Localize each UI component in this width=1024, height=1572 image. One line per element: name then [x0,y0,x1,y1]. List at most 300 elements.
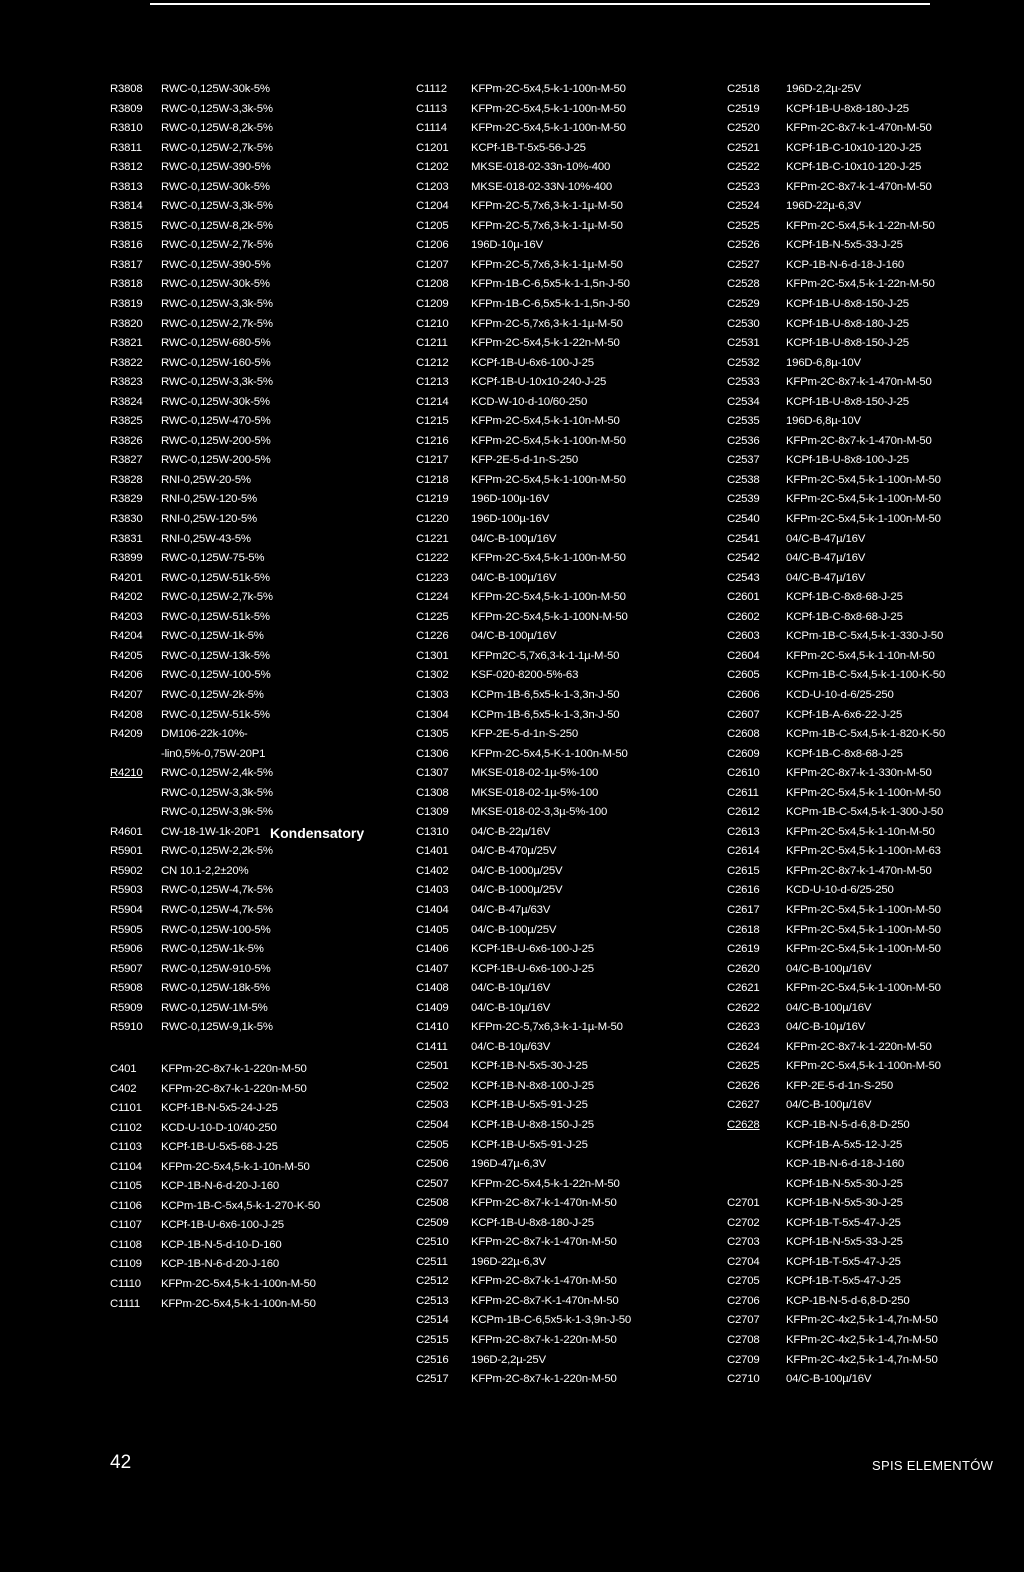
list-row [727,1253,1017,1273]
list-row [110,588,400,608]
list-row [110,940,400,960]
component-description: 04/C-B-100µ/16V [786,1373,872,1386]
list-row [110,627,400,647]
component-code: C1303 [416,688,449,701]
list-row [416,119,716,139]
list-row [727,569,1017,589]
component-description: KFPm-2C-8x7-k-1-470n-M-50 [471,1197,617,1210]
list-row [727,1292,1017,1312]
component-code: C1309 [416,806,449,819]
component-description: KFPm-2C-5,7x6,3-k-1-1µ-M-50 [471,1021,623,1034]
component-description: KFPm-2C-5x4,5-k-1-22n-M-50 [471,337,620,350]
component-code: C2620 [727,962,760,975]
component-code: C2710 [727,1373,760,1386]
component-code: C1404 [416,903,449,916]
component-code: C1409 [416,1001,449,1014]
component-description: RWC-0,125W-3,3k-5% [161,298,273,311]
list-row [110,217,400,237]
component-description: KFP-2E-5-d-1n-S-250 [471,454,578,467]
list-row [110,530,400,550]
component-description: RWC-0,125W-2,7k-5% [161,239,273,252]
component-description: KCPf-1B-C-10x10-120-J-25 [786,161,922,174]
component-description: KFPm-2C-5x4,5-k-1-100n-M-50 [786,903,941,916]
component-description: KFPm-2C-5x4,5-k-1-100N-M-50 [471,610,628,623]
component-description: RWC-0,125W-3,3k-5% [161,786,273,799]
list-row [110,510,400,530]
component-description: MKSE-018-02-1µ-5%-100 [471,786,599,799]
list-row [727,1155,1017,1175]
component-code: R4209 [110,728,143,741]
list-row [416,608,716,628]
component-code: C2529 [727,298,760,311]
component-description: RWC-0,125W-4,7k-5% [161,884,273,897]
list-row [416,295,716,315]
component-description: RWC-0,125W-2k-5% [161,688,264,701]
list-row [416,412,716,432]
component-description: KCPm-1B-C-5x4,5-k-1-820-K-50 [786,728,945,741]
list-row [727,725,1017,745]
component-code: C1104 [110,1160,142,1173]
component-description: KCP-1B-N-6-d-18-J-160 [786,258,904,271]
component-code: C2615 [727,864,760,877]
list-row [416,1292,716,1312]
component-code: C402 [110,1082,137,1095]
component-code: C2528 [727,278,760,291]
component-code: C2623 [727,1021,760,1034]
list-row [416,217,716,237]
component-description: KCD-U-10-D-10/40-250 [161,1121,277,1134]
list-row [416,1253,716,1273]
list-row [416,627,716,647]
component-description: RWC-0,125W-51k-5% [161,610,270,623]
component-code: C1226 [416,630,449,643]
list-row [110,1080,400,1100]
component-description: 04/C-B-47µ/16V [786,571,866,584]
component-code: C1224 [416,591,449,604]
list-row [416,236,716,256]
component-code: C1402 [416,864,449,877]
component-code: C1209 [416,298,449,311]
column-1 [110,80,400,1038]
list-row [416,823,716,843]
component-description: KFPm-2C-5x4,5-k-1-100n-M-50 [471,102,626,115]
component-description: KFPm-2C-5,7x6,3-k-1-1µ-M-50 [471,219,623,232]
list-row [416,1194,716,1214]
component-code: R3825 [110,415,143,428]
component-code: R3812 [110,161,143,174]
component-code: C1114 [416,122,447,135]
component-description: KFPm-2C-5x4,5-k-1-100n-M-50 [161,1278,316,1291]
component-code: C2707 [727,1314,760,1327]
component-code: C2531 [727,337,760,350]
component-code: C2705 [727,1275,760,1288]
component-code: C2527 [727,258,760,271]
list-row [416,275,716,295]
component-description: KFPm-2C-5x4,5-k-1-100n-M-50 [471,552,626,565]
list-row [727,588,1017,608]
component-description: KFPm-2C-4x2,5-k-1-4,7n-M-50 [786,1353,938,1366]
list-row [727,1351,1017,1371]
component-code: C1109 [110,1258,142,1271]
component-code: R4210 [110,767,143,780]
component-code: R5910 [110,1021,143,1034]
component-code: C1221 [416,532,449,545]
list-row [727,412,1017,432]
component-code: C1401 [416,845,449,858]
component-code: C2626 [727,1079,760,1092]
list-row [727,1214,1017,1234]
list-row [110,354,400,374]
list-row [416,432,716,452]
component-code: C1306 [416,747,449,760]
component-code: R3816 [110,239,143,252]
component-description: 04/C-B-100µ/16V [471,532,557,545]
component-description: KFP-2E-5-d-1n-S-250 [471,728,578,741]
component-description: 04/C-B-10µ/16V [471,982,551,995]
component-code: R4206 [110,669,143,682]
component-code: C2609 [727,747,760,760]
component-description: KCPf-1B-U-10x10-240-J-25 [471,376,607,389]
component-description: KCPf-1B-T-5x5-47-J-25 [786,1275,901,1288]
component-code: C2525 [727,219,760,232]
list-row [416,647,716,667]
list-row [727,490,1017,510]
component-code: C1106 [110,1199,142,1212]
list-row [110,393,400,413]
list-row [110,315,400,335]
list-row [110,412,400,432]
component-description: RWC-0,125W-2,2k-5% [161,845,273,858]
component-code: C1304 [416,708,449,721]
list-row [416,862,716,882]
component-description: KCPf-1B-U-8x8-150-J-25 [786,298,909,311]
component-code: R3827 [110,454,143,467]
component-code: C2533 [727,376,760,389]
component-code: R3828 [110,473,143,486]
component-description: RWC-0,125W-390-5% [161,161,271,174]
component-description: KCPf-1B-U-6x6-100-J-25 [471,943,594,956]
component-code: R5901 [110,845,143,858]
column-3 [727,80,1017,1390]
list-row [416,451,716,471]
component-description: KFPm-2C-5,7x6,3-k-1-1µ-M-50 [471,258,623,271]
list-row [727,471,1017,491]
list-row [727,1370,1017,1390]
list-row [416,1370,716,1390]
component-code: C1210 [416,317,449,330]
component-description: KFPm-2C-5x4,5-k-1-100n-M-50 [471,83,626,95]
list-row [727,1233,1017,1253]
component-description: RWC-0,125W-51k-5% [161,708,270,721]
component-description: KCP-1B-N-5-d-6,8-D-250 [786,1294,910,1307]
component-description: KFPm-1B-C-6,5x5-k-1-1,5n-J-50 [471,298,630,311]
component-description: RWC-0,125W-30k-5% [161,180,270,193]
component-description: KFPm-2C-8x7-k-1-470n-M-50 [786,180,932,193]
list-row [416,1311,716,1331]
component-code: C2501 [416,1060,449,1073]
component-description: KFPm-1B-C-6,5x5-k-1-1,5n-J-50 [471,278,630,291]
component-code: C2517 [416,1373,449,1386]
component-description: KCP-1B-N-5-d-10-D-160 [161,1238,282,1251]
component-code: C1102 [110,1121,142,1134]
list-row [727,80,1017,100]
component-code: C1201 [416,141,449,154]
column-1-capacitors [110,1060,400,1314]
component-description: KFPm-2C-8x7-k-1-220n-M-50 [786,1040,932,1053]
component-code: C1216 [416,434,449,447]
component-description: 04/C-B-100µ/16V [786,962,872,975]
component-code: C1212 [416,356,449,369]
component-description: 04/C-B-47µ/63V [471,903,551,916]
component-description: KFPm-2C-5x4,5-k-1-22n-M-50 [471,1177,620,1190]
component-description: KCPf-1B-N-5x5-24-J-25 [161,1102,278,1115]
list-row [416,1116,716,1136]
component-code: C1101 [110,1102,142,1115]
component-code: R3808 [110,83,143,95]
component-code: C1220 [416,513,449,526]
list-row [416,315,716,335]
list-row [416,490,716,510]
component-description: KFPm-2C-5x4,5-k-1-100n-M-50 [786,473,941,486]
component-code: C2537 [727,454,760,467]
list-row [727,1057,1017,1077]
component-description: RWC-0,125W-1M-5% [161,1001,268,1014]
list-row [727,139,1017,159]
list-row [110,1255,400,1275]
component-description: KCD-U-10-d-6/25-250 [786,884,894,897]
list-row [727,119,1017,139]
list-row [416,1175,716,1195]
component-description: 196D-6,8µ-10V [786,356,861,369]
list-row [727,178,1017,198]
component-description: RWC-0,125W-13k-5% [161,649,270,662]
component-code: C2613 [727,825,760,838]
component-code: C2624 [727,1040,760,1053]
component-description: KCPf-1B-A-5x5-12-J-25 [786,1138,903,1151]
component-description: KFPm-2C-8x7-k-1-220n-M-50 [471,1373,617,1386]
list-row [110,451,400,471]
component-code: C2510 [416,1236,449,1249]
component-code: C2539 [727,493,760,506]
component-code: C2703 [727,1236,760,1249]
list-row [110,745,400,765]
component-code: C1225 [416,610,449,623]
component-code: C2608 [727,728,760,741]
component-description: KFPm-2C-8x7-K-1-470n-M-50 [471,1294,619,1307]
section-heading: Kondensatory [270,825,365,841]
component-code: C1214 [416,395,449,408]
component-description: RWC-0,125W-470-5% [161,415,271,428]
component-code: C2625 [727,1060,760,1073]
list-row [727,921,1017,941]
component-code: C2704 [727,1255,760,1268]
component-code: C2601 [727,591,760,604]
component-code: C1213 [416,376,449,389]
component-description: KCPm-1B-C-5x4,5-k-1-100-K-50 [786,669,945,682]
component-code: C2701 [727,1197,760,1210]
component-code: C2607 [727,708,760,721]
component-code: C1204 [416,200,449,213]
component-code: C2503 [416,1099,449,1112]
component-description: RWC-0,125W-30k-5% [161,278,270,291]
component-description: 04/C-B-10µ/16V [471,1001,551,1014]
list-row [416,1272,716,1292]
component-description: 196D-100µ-16V [471,493,550,506]
list-row [416,979,716,999]
component-code: R3810 [110,122,143,135]
component-description: MKSE-018-02-33n-10%-400 [471,161,611,174]
component-code: C2611 [727,786,759,799]
component-description: RWC-0,125W-8,2k-5% [161,219,273,232]
component-description: KCPf-1B-U-5x5-68-J-25 [161,1141,278,1154]
component-description: KFPm-2C-5x4,5-k-1-10n-M-50 [471,415,620,428]
component-description: 196D-22µ-6,3V [471,1255,546,1268]
component-description: KFPm-2C-5x4,5-k-1-100n-M-50 [471,434,626,447]
list-row [727,549,1017,569]
component-code: C1203 [416,180,449,193]
list-row [416,921,716,941]
component-description: KFPm-2C-5x4,5-k-1-100n-M-50 [786,982,941,995]
component-description: KFPm2C-5,7x6,3-k-1-1µ-M-50 [471,649,620,662]
component-description: KFPm-2C-8x7-k-1-470n-M-50 [786,376,932,389]
component-description: KCPf-1B-U-8x8-150-J-25 [786,337,909,350]
list-row [110,256,400,276]
list-row [110,432,400,452]
component-description: RWC-0,125W-3,9k-5% [161,806,273,819]
component-description: RWC-0,125W-2,7k-5% [161,317,273,330]
component-description: KCPf-1B-C-8x8-68-J-25 [786,591,903,604]
list-row [727,666,1017,686]
list-row [727,686,1017,706]
list-row [110,784,400,804]
component-description: KCPf-1B-A-6x6-22-J-25 [786,708,903,721]
component-description: 04/C-B-1000µ/25V [471,864,563,877]
component-code: C1308 [416,786,449,799]
list-row [727,999,1017,1019]
component-description: MKSE-018-02-1µ-5%-100 [471,767,599,780]
component-description: KFPm-2C-5x4,5-k-1-100n-M-50 [471,591,626,604]
component-description: KCPf-1B-N-8x8-100-J-25 [471,1079,594,1092]
list-row [416,1331,716,1351]
component-description: KCP-1B-N-6-d-20-J-160 [161,1180,279,1193]
list-row [727,842,1017,862]
component-description: RWC-0,125W-3,3k-5% [161,200,273,213]
top-rule [150,3,930,5]
component-description: RWC-0,125W-100-5% [161,669,271,682]
component-code: C2605 [727,669,760,682]
component-code: R4207 [110,688,143,701]
list-row [727,1311,1017,1331]
list-row [416,354,716,374]
component-description: KCPf-1B-U-5x5-91-J-25 [471,1138,588,1151]
component-description: KFPm-2C-8x7-k-1-470n-M-50 [786,122,932,135]
component-description: KCPf-1B-N-5x5-30-J-25 [471,1060,588,1073]
list-row [727,295,1017,315]
component-code: R5902 [110,864,143,877]
component-description: RWC-0,125W-2,7k-5% [161,141,273,154]
component-description: KFPm-2C-5x4,5-k-1-100n-M-50 [161,1297,316,1310]
component-code: C2509 [416,1216,449,1229]
component-description: KCP-1B-N-6-d-20-J-160 [161,1258,279,1271]
component-code: C2627 [727,1099,760,1112]
component-description: 04/C-B-47µ/16V [786,552,866,565]
component-code: C1206 [416,239,449,252]
component-code: C2520 [727,122,760,135]
component-description: -lin0,5%-0,75W-20P1 [161,747,266,760]
component-description: 196D-47µ-6,3V [471,1158,546,1171]
list-row [416,784,716,804]
component-code: C1211 [416,337,448,350]
component-code: C1223 [416,571,449,584]
component-code: C1408 [416,982,449,995]
component-description: KCPf-1B-U-6x6-100-J-25 [161,1219,284,1232]
component-description: CN 10.1-2,2±20% [161,864,249,877]
component-code: C2542 [727,552,760,565]
component-description: 196D-10µ-16V [471,239,543,252]
component-description: RWC-0,125W-18k-5% [161,982,270,995]
component-description: KCPf-1B-N-5x5-30-J-25 [786,1197,903,1210]
component-code: C2532 [727,356,760,369]
list-row [416,510,716,530]
component-code: C1302 [416,669,449,682]
component-description: 04/C-B-470µ/25V [471,845,557,858]
component-code: C2513 [416,1294,449,1307]
component-description: KFPm-2C-4x2,5-k-1-4,7n-M-50 [786,1334,938,1346]
component-description: KFPm-2C-5,7x6,3-k-1-1µ-M-50 [471,317,623,330]
list-row [110,608,400,628]
list-row [416,1351,716,1371]
component-description: 04/C-B-10µ/16V [786,1021,866,1034]
list-row [416,1155,716,1175]
component-code: C2522 [727,161,760,174]
component-code: C2617 [727,903,760,916]
component-description: KFPm-2C-5x4,5-k-1-100n-M-50 [471,473,626,486]
list-row [110,862,400,882]
list-row [110,569,400,589]
component-code: R3899 [110,552,143,565]
list-row [110,979,400,999]
list-row [727,256,1017,276]
component-code: R4205 [110,649,143,662]
list-row [416,960,716,980]
component-description: KFPm-2C-5x4,5-k-1-10n-M-50 [786,825,935,838]
component-description: 04/C-B-100µ/16V [786,1099,872,1112]
component-code: R5905 [110,923,143,936]
component-code: C2603 [727,630,760,643]
component-description: KFPm-2C-4x2,5-k-1-4,7n-M-50 [786,1314,938,1327]
component-description: KCPf-1B-U-8x8-180-J-25 [786,317,909,330]
component-description: KCD-W-10-d-10/60-250 [471,395,588,408]
component-code: C2543 [727,571,760,584]
component-code: C1202 [416,161,449,174]
list-row [110,197,400,217]
component-description: KFPm-2C-5x4,5-k-1-100n-M-50 [786,786,941,799]
component-code: C2536 [727,434,760,447]
component-description: KCPf-1B-N-5x5-30-J-25 [786,1177,903,1190]
component-code: C2526 [727,239,760,252]
list-row [110,295,400,315]
component-description: KFPm-2C-8x7-k-1-470n-M-50 [471,1236,617,1249]
component-description: KCPf-1B-T-5x5-56-J-25 [471,141,586,154]
list-row [727,158,1017,178]
list-row [416,725,716,745]
component-code: R5908 [110,982,143,995]
list-row [110,139,400,159]
component-description: RWC-0,125W-75-5% [161,552,265,565]
list-row [110,1119,400,1139]
component-code: C2534 [727,395,760,408]
list-row [416,803,716,823]
